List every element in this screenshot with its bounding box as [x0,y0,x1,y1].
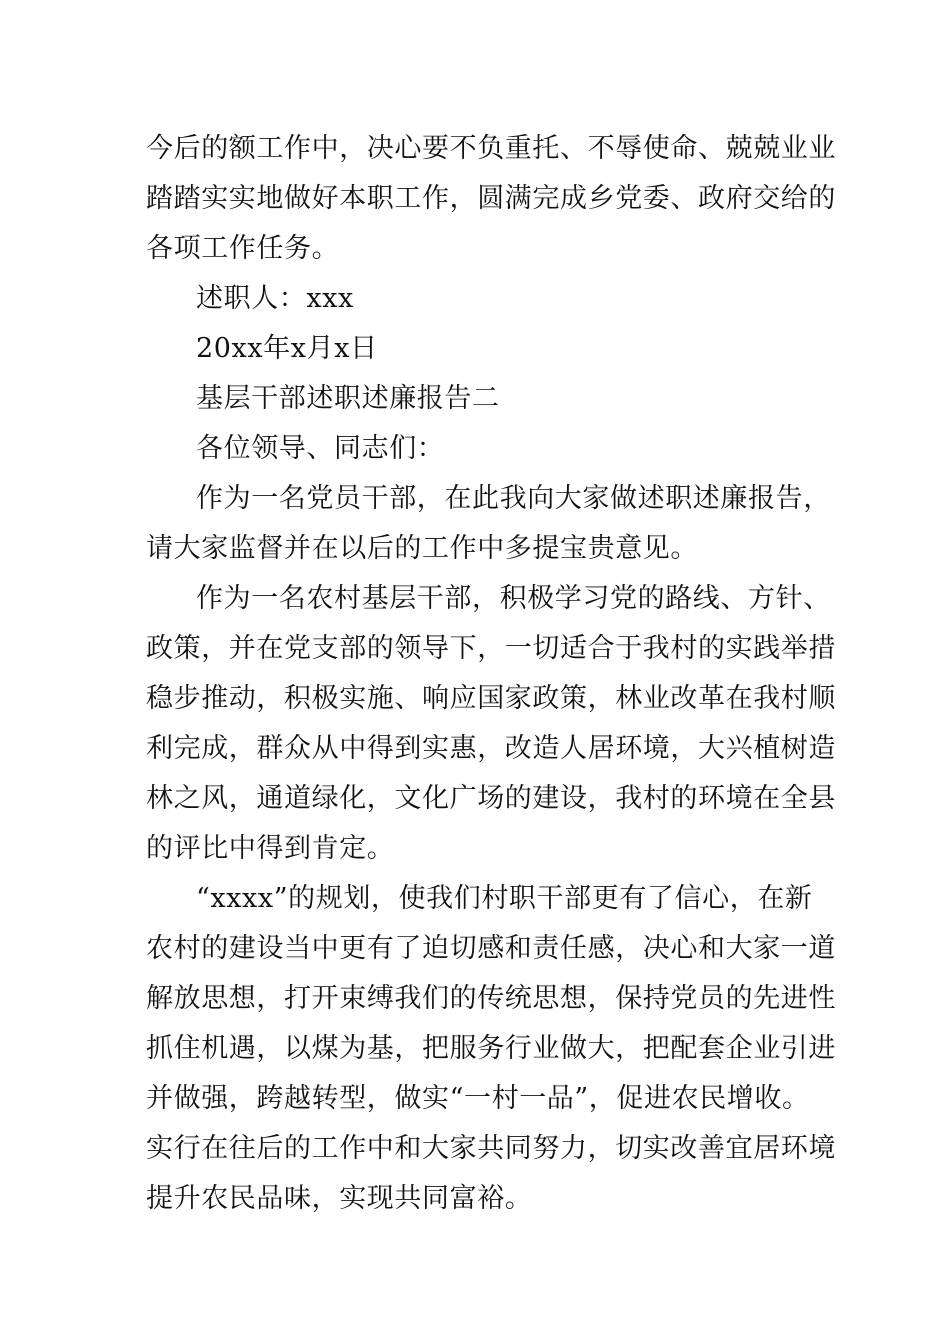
text-line-19: 抓住机遇，以煤为基，把服务行业做大，把配套企业引进 [146,1033,836,1064]
text-line-21: 实行在往后的工作中和大家共同努力，切实改善宜居环境 [146,1133,836,1164]
text-line-12: 稳步推动，积极实施、响应国家政策，林业改革在我村顺 [146,683,836,714]
signer-line: 述职人：xxx [196,283,354,314]
text-line-13: 利完成，群众从中得到实惠，改造人居环境，大兴植树造 [146,733,836,764]
report-title: 基层干部述职述廉报告二 [196,383,500,414]
date-line: 20xx年x月x日 [196,333,378,364]
text-line-22: 提升农民品味，实现共同富裕。 [146,1183,533,1214]
text-line-15: 的评比中得到肯定。 [146,833,395,864]
text-line-8: 作为一名党员干部，在此我向大家做述职述廉报告， [196,483,831,514]
text-line-10: 作为一名农村基层干部，积极学习党的路线、方针、 [196,583,831,614]
text-line-14: 林之风，通道绿化，文化广场的建设，我村的环境在全县 [146,783,836,814]
text-line-9: 请大家监督并在以后的工作中多提宝贵意见。 [146,533,698,564]
text-line-2: 踏踏实实地做好本职工作，圆满完成乡党委、政府交给的 [146,183,836,214]
text-line-17: 农村的建设当中更有了迫切感和责任感，决心和大家一道 [146,933,836,964]
text-line-11: 政策，并在党支部的领导下，一切适合于我村的实践举措 [146,633,836,664]
text-line-3: 各项工作任务。 [146,233,340,264]
text-line-18: 解放思想，打开束缚我们的传统思想，保持党员的先进性 [146,983,836,1014]
text-line-1: 今后的额工作中，决心要不负重托、不辱使命、兢兢业业 [146,133,836,164]
salutation: 各位领导、同志们： [196,433,445,464]
text-line-16: “xxxx”的规划，使我们村职干部更有了信心，在新 [196,883,813,914]
text-line-20: 并做强，跨越转型，做实“一村一品”，促进农民增收。 [146,1083,810,1114]
